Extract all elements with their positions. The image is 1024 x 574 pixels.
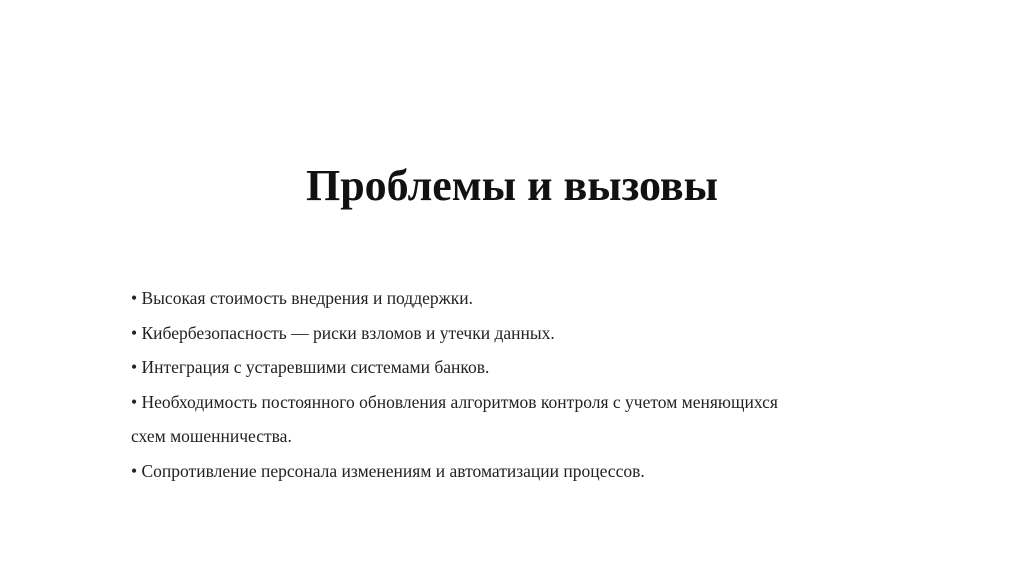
bullet-list	[131, 281, 891, 488]
slide-title: Проблемы и вызовы	[305, 161, 719, 210]
bullet-item-algorithm-updates: • Необходимость постоянного обновления алгоритмов контроля с учетом меняющихся	[131, 391, 778, 412]
bullet-item-cost: • Высокая стоимость внедрения и поддержки.	[131, 288, 473, 308]
bullet-item-cybersecurity: • Кибербезопасность — риски взломов и утечки данных.	[131, 322, 555, 343]
bullet-item-integration: • Интеграция с устаревшими системами банков.	[131, 357, 490, 377]
bullet-item-algorithm-updates-continued: схем мошенничества.	[131, 426, 292, 446]
bullet-item-staff-resistance: • Сопротивление персонала изменениям и автоматизации процессов.	[131, 460, 645, 481]
